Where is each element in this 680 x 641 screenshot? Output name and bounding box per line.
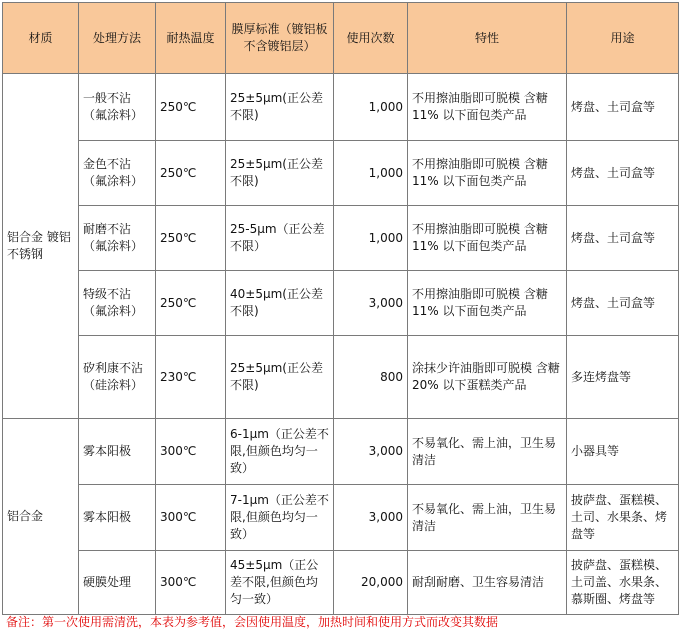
method-cell: 特级不沾（氟涂料） [79,271,156,336]
table-row [3,74,679,141]
uses-cell: 800 [334,336,408,419]
table-row [3,485,679,551]
application-cell: 披萨盘、蛋糕模、土司盖、水果条、慕斯圈、烤盘等 [567,551,679,615]
table-row [3,141,679,206]
uses-cell: 3,000 [334,419,408,485]
thickness-cell: 45±5μm（正公差不限,但颜色均匀一致） [226,551,334,615]
thickness-cell: 25±5μm(正公差不限) [226,74,334,141]
thickness-cell: 25±5μm(正公差不限) [226,141,334,206]
thickness-cell: 25-5μm（正公差不限） [226,206,334,271]
header-thickness: 膜厚标准（镀铝板不含镀铝层） [226,3,334,74]
heat-cell: 300℃ [156,419,226,485]
table-row [3,206,679,271]
heat-cell: 300℃ [156,485,226,551]
header-application: 用途 [567,3,679,74]
uses-cell: 3,000 [334,271,408,336]
footnote: 备注：第一次使用需清洗，本表为参考值，会因使用温度，加热时间和使用方式而改变其数据 [6,615,499,629]
application-cell: 烤盘、土司盒等 [567,206,679,271]
feature-cell: 耐刮耐磨、卫生容易清洁 [408,551,567,615]
thickness-cell: 7-1μm（正公差不限,但颜色均匀一致） [226,485,334,551]
method-cell: 一般不沾（氟涂料） [79,74,156,141]
feature-cell: 不用擦油脂即可脱模 含糖 11% 以下面包类产品 [408,206,567,271]
method-cell: 金色不沾（氟涂料） [79,141,156,206]
table-row [3,551,679,615]
method-cell: 耐磨不沾（氟涂料） [79,206,156,271]
material-cell: 铝合金 镀铝 不锈钢 [3,74,79,419]
application-cell: 多连烤盘等 [567,336,679,419]
thickness-cell: 40±5μm(正公差不限) [226,271,334,336]
heat-cell: 230℃ [156,336,226,419]
heat-cell: 250℃ [156,141,226,206]
table-row [3,271,679,336]
method-cell: 雾本阳极 [79,419,156,485]
header-row [3,3,679,74]
header-method: 处理方法 [79,3,156,74]
heat-cell: 250℃ [156,74,226,141]
heat-cell: 300℃ [156,551,226,615]
uses-cell: 20,000 [334,551,408,615]
method-cell: 矽利康不沾（硅涂料） [79,336,156,419]
application-cell: 烤盘、土司盒等 [567,271,679,336]
header-heat: 耐热温度 [156,3,226,74]
uses-cell: 1,000 [334,206,408,271]
header-material: 材质 [3,3,79,74]
uses-cell: 3,000 [334,485,408,551]
uses-cell: 1,000 [334,141,408,206]
application-cell: 烤盘、土司盒等 [567,141,679,206]
feature-cell: 不用擦油脂即可脱模 含糖 11% 以下面包类产品 [408,271,567,336]
feature-cell: 不易氧化、需上油，卫生易清洁 [408,485,567,551]
feature-cell: 不用擦油脂即可脱模 含糖 11% 以下面包类产品 [408,141,567,206]
thickness-cell: 6-1μm（正公差不限,但颜色均匀一致） [226,419,334,485]
heat-cell: 250℃ [156,206,226,271]
method-cell: 硬膜处理 [79,551,156,615]
feature-cell: 不易氧化、需上油，卫生易清洁 [408,419,567,485]
application-cell: 小器具等 [567,419,679,485]
material-cell: 铝合金 [3,419,79,615]
spec-table [2,2,679,615]
table-row [3,336,679,419]
header-feature: 特性 [408,3,567,74]
thickness-cell: 25±5μm(正公差不限) [226,336,334,419]
application-cell: 披萨盘、蛋糕模、土司、水果条、烤盘等 [567,485,679,551]
feature-cell: 涂抹少许油脂即可脱模 含糖 20% 以下蛋糕类产品 [408,336,567,419]
table-row [3,419,679,485]
application-cell: 烤盘、土司盒等 [567,74,679,141]
header-uses: 使用次数 [334,3,408,74]
heat-cell: 250℃ [156,271,226,336]
method-cell: 雾本阳极 [79,485,156,551]
uses-cell: 1,000 [334,74,408,141]
feature-cell: 不用擦油脂即可脱模 含糖 11% 以下面包类产品 [408,74,567,141]
